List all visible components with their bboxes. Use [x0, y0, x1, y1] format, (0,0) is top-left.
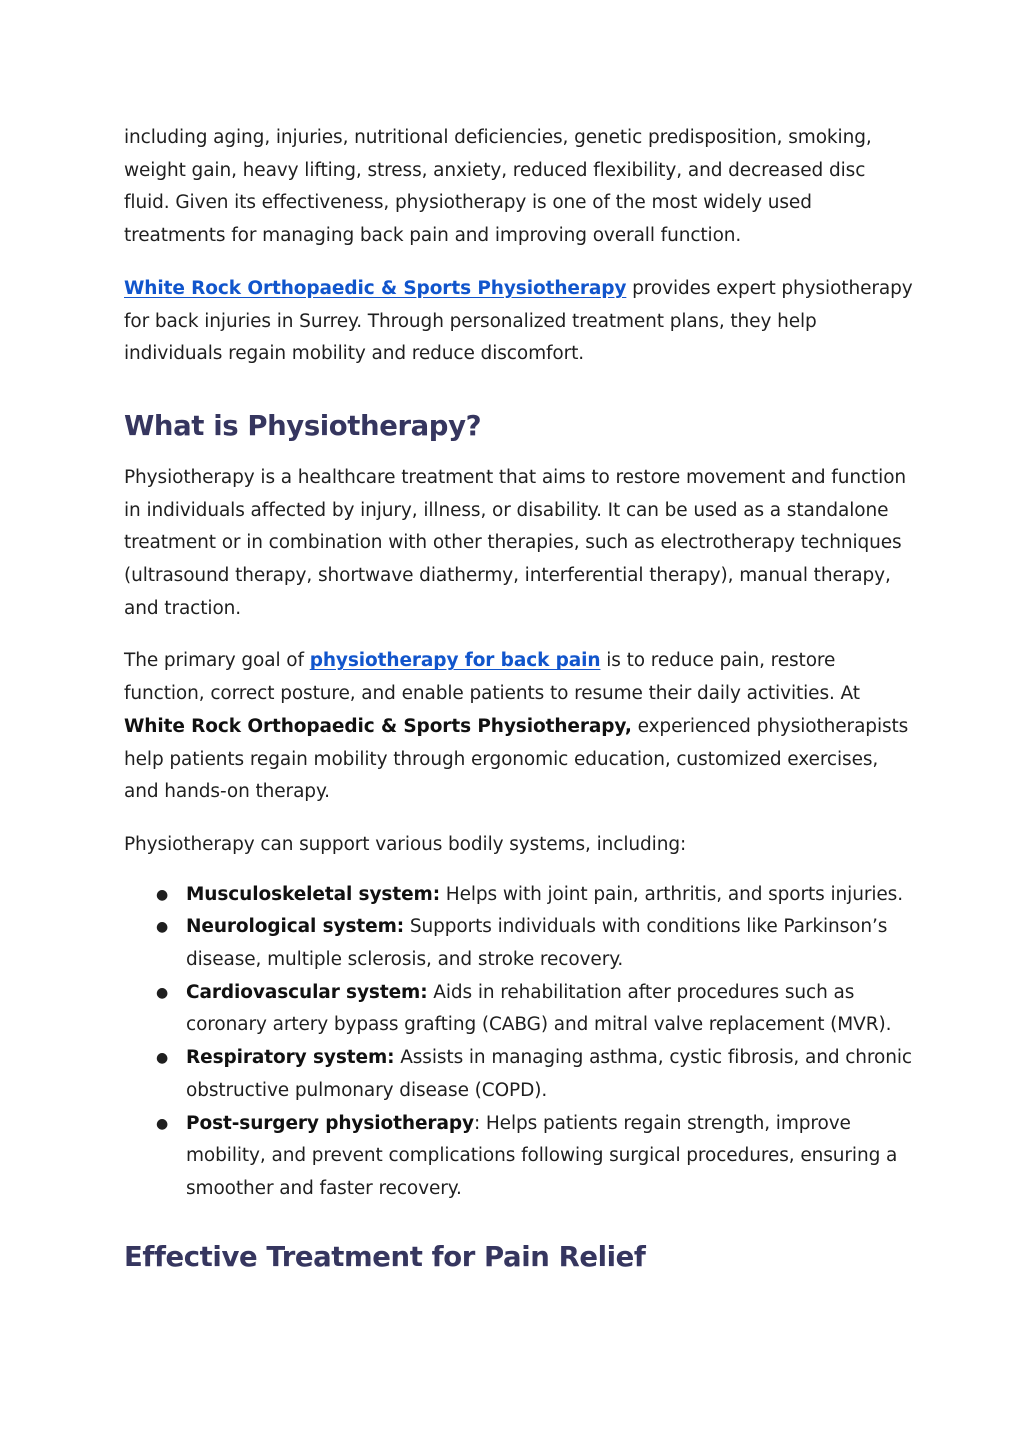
section-heading-effective-treatment: Effective Treatment for Pain Relief — [124, 1240, 646, 1273]
clinic-intro-text: provides expert physiotherapy for back injuries in Surrey. Through personalized treatment plans, they help individuals regain mobility and reduce discomfort. — [124, 277, 913, 365]
list-item-neurological — [124, 911, 914, 976]
primary-goal-post-text: experienced physiotherapists help patients regain mobility through ergonomic education, customized exercises, and hands-on therapy. — [124, 715, 909, 803]
bullet-icon: ● — [156, 984, 169, 1001]
list-item-term: Cardiovascular system: — [186, 981, 428, 1003]
bullet-icon: ● — [156, 1115, 169, 1132]
clinic-intro-paragraph — [124, 273, 914, 371]
list-item-desc: Aids in rehabilitation after procedures such as coronary artery bypass grafting (CABG) and mitral valve replacement (MVR). — [186, 981, 892, 1036]
intro-paragraph: including aging, injuries, nutritional deficiencies, genetic predisposition, smoking, weight gain, heavy lifting, stress, anxiety, reduced flexibility, and decreased disc fluid. Given its effectiveness, physiotherapy is one of the most widely used treatments for managing back pain and improving overall function. — [124, 127, 872, 247]
primary-goal-pre-text: The primary goal of — [124, 650, 310, 672]
list-item-desc: Supports individuals with conditions like Parkinson’s disease, multiple sclerosis, and stroke recovery. — [186, 916, 888, 971]
list-item-musculoskeletal — [124, 879, 914, 912]
systems-intro-paragraph: Physiotherapy can support various bodily systems, including: — [124, 833, 687, 855]
list-item-desc: Assists in managing asthma, cystic fibrosis, and chronic obstructive pulmonary disease (COPD). — [186, 1047, 912, 1101]
list-item-term: Neurological system: — [186, 916, 405, 938]
bullet-icon: ● — [156, 1050, 169, 1067]
document-page — [124, 122, 914, 1275]
clinic-link[interactable]: White Rock Orthopaedic & Sports Physiotherapy — [124, 277, 627, 299]
list-item-desc: : Helps patients regain strength, improve mobility, and prevent complications following surgical procedures, ensuring a smoother and faster recovery. — [186, 1112, 898, 1199]
bodily-systems-list — [124, 879, 914, 1206]
bullet-icon: ● — [156, 886, 169, 903]
clinic-name-bold: White Rock Orthopaedic & Sports Physiotherapy, — [124, 715, 632, 737]
list-item-post-surgery — [124, 1108, 914, 1206]
physiotherapy-definition-paragraph: Physiotherapy is a healthcare treatment that aims to restore movement and function in individuals affected by injury, illness, or disability. It can be used as a standalone treatment or in combination with other therapies, such as electrotherapy techniques (ultrasound therapy, shortwave diathermy, interferential therapy), manual therapy, and traction. — [124, 466, 907, 619]
primary-goal-paragraph — [124, 645, 914, 809]
list-item-cardiovascular — [124, 977, 914, 1042]
list-item-term: Musculoskeletal system: — [186, 883, 440, 905]
list-item-desc: Helps with joint pain, arthritis, and sports injuries. — [440, 883, 903, 905]
list-item-term: Respiratory system: — [186, 1047, 395, 1069]
bullet-icon: ● — [156, 919, 169, 936]
list-item-term: Post-surgery physiotherapy — [186, 1112, 474, 1134]
section-heading-what-is-physiotherapy: What is Physiotherapy? — [124, 409, 482, 442]
list-item-respiratory — [124, 1042, 914, 1107]
back-pain-link[interactable]: physiotherapy for back pain — [309, 650, 601, 672]
primary-goal-mid-text: is to reduce pain, restore function, correct posture, and enable patients to resume their daily activities. At — [124, 650, 860, 705]
